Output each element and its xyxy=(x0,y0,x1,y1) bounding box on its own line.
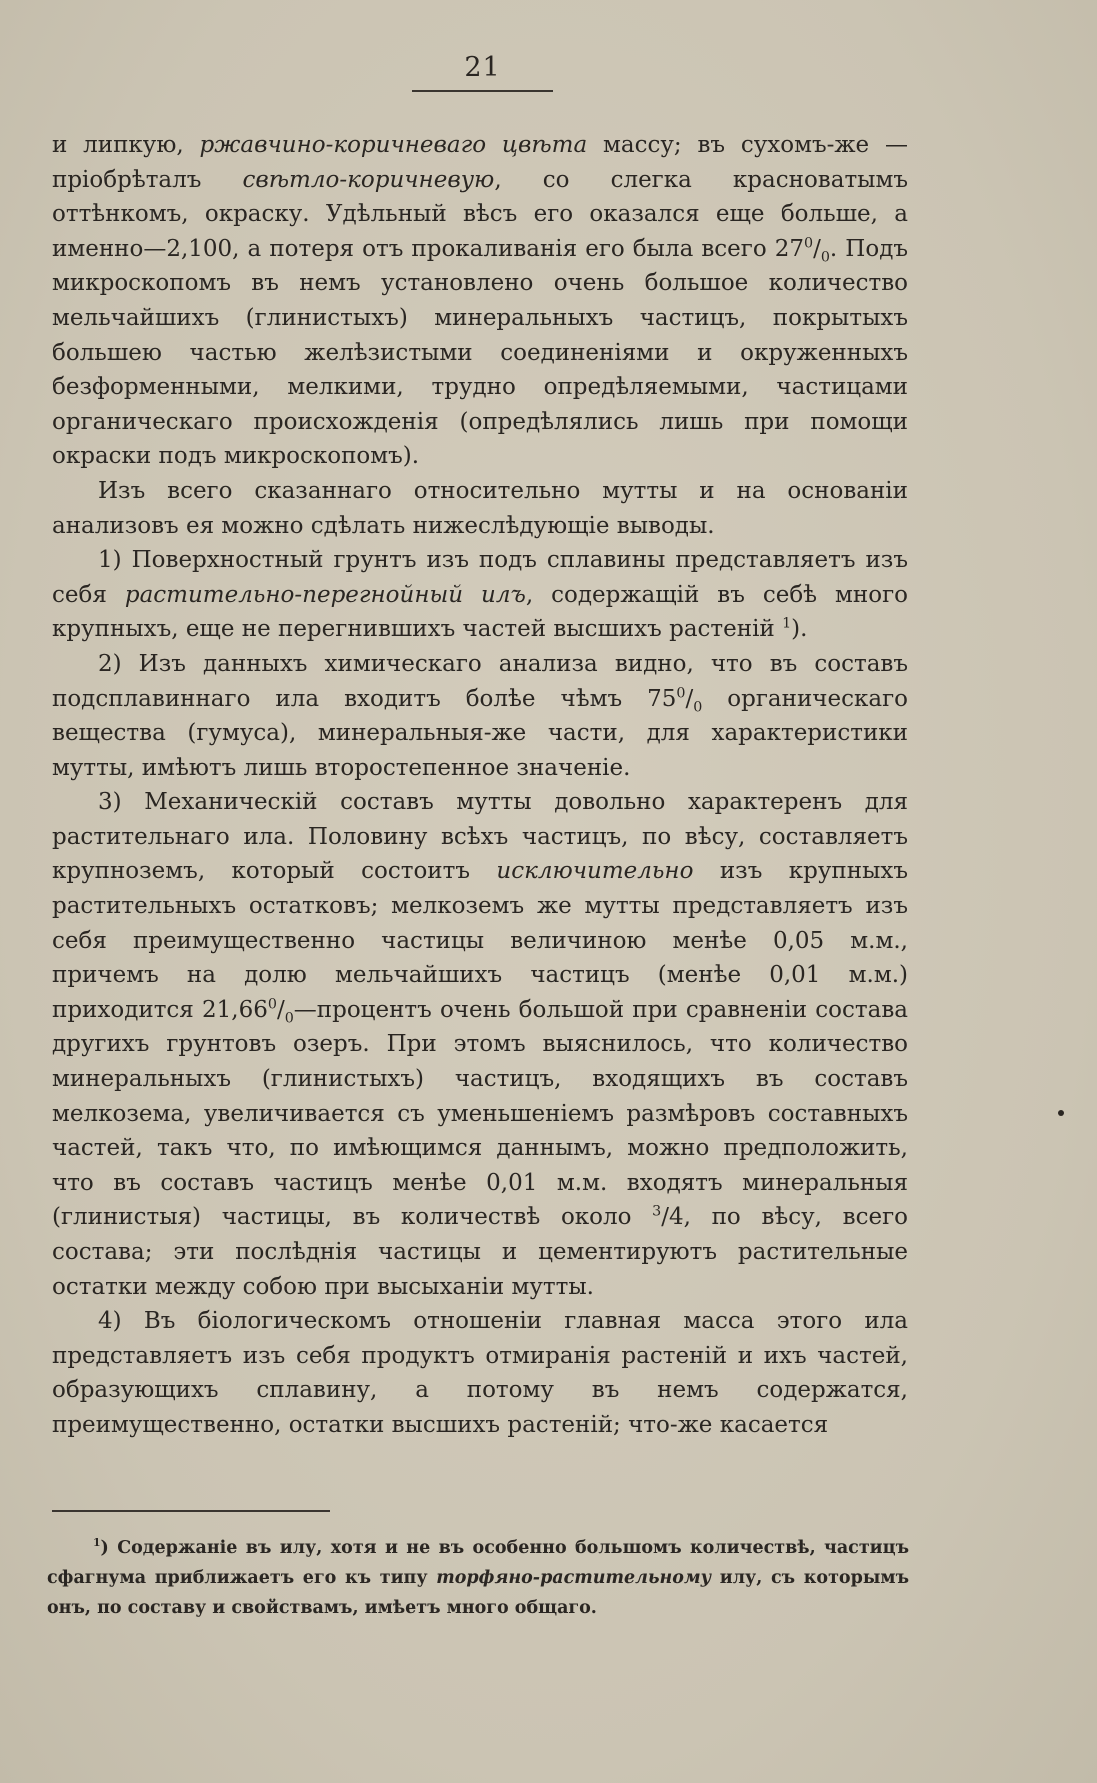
text-run: / xyxy=(685,685,694,712)
text-run: Изъ всего сказаннаго относительно мутты и на основаніи анализовъ ея можно сдѣлать нижеслѣдующіе выводы. xyxy=(52,477,908,539)
text-run: 2) Изъ данныхъ химическаго анализа видно, что въ составъ подсплавиннаго ила входитъ болѣе чѣмъ 75 xyxy=(52,650,908,712)
superscript: 0 xyxy=(267,996,277,1013)
text-run: . Подъ микроскопомъ въ немъ установлено очень большое количество мельчайшихъ (глинистыхъ) минеральныхъ частицъ, покрытыхъ большею частью желѣзистыми соединеніями и окруженныхъ безформенными, мелкими, трудно опредѣляемыми, частицами органическаго происхожденія (опредѣлялись лишь при помощи окраски подъ микроскопомъ). xyxy=(52,235,908,470)
paragraph xyxy=(52,543,908,647)
italic-text: торфяно-растительному xyxy=(436,1568,712,1588)
superscript: 3 xyxy=(652,1203,662,1220)
subscript: 0 xyxy=(820,249,830,266)
text-run: 1) Поверхностный грунтъ изъ подъ сплавины представляетъ изъ себя xyxy=(52,547,908,608)
text-run: и липкую, xyxy=(52,132,200,158)
footnote-rule xyxy=(52,1510,330,1512)
text-run: / xyxy=(813,235,821,262)
text-run: массу; въ сухомъ-же — пріобрѣталъ xyxy=(52,132,908,193)
footnote xyxy=(47,1533,909,1623)
text-run: —процентъ очень большой при сравненіи состава другихъ грунтовъ озеръ. При этомъ выяснилось, что количество минеральныхъ (глинистыхъ) частицъ, входящихъ въ составъ мелкозема, увеличивается съ уменьшеніемъ размѣровъ составныхъ частей, такъ что, по имѣющимся даннымъ, можно предположить, что въ составъ частицъ менѣе 0,01 м.м. входятъ минеральныя (глинистыя) частицы, въ количествѣ около xyxy=(52,996,908,1231)
italic-text: исключительно xyxy=(496,858,694,885)
superscript: 0 xyxy=(676,684,686,701)
text-run: органическаго вещества (гумуса), минеральныя-же части, для характеристики мутты, имѣютъ лишь второстепенное значеніе. xyxy=(52,685,908,781)
header-rule xyxy=(412,90,553,92)
superscript: 0 xyxy=(804,235,814,252)
text-run: ) Содержаніе въ илу, хотя и не въ особенно большомъ количествѣ, частицъ сфагнума приближаетъ его къ типу xyxy=(47,1538,909,1588)
text-run: , со слегка красноватымъ оттѣнкомъ, окраску. Удѣльный вѣсъ его оказался еще больше, а именно—2,100, а потеря отъ прокаливанія его была всего 27 xyxy=(52,166,909,262)
text-run: ). xyxy=(791,616,808,643)
text-run: , содержащій въ себѣ много крупныхъ, еще не перегнившихъ частей высшихъ растеній xyxy=(52,581,908,643)
italic-text: свѣтло-коричневую xyxy=(242,166,495,193)
text-run: /4, по вѣсу, всего состава; эти послѣднія частицы и цементируютъ растительные остатки между собою при высыханіи мутты. xyxy=(52,1204,908,1300)
superscript: 1 xyxy=(93,1536,101,1550)
paragraph xyxy=(52,474,908,543)
body-text xyxy=(52,128,908,1443)
subscript: 0 xyxy=(693,699,703,716)
italic-text: растительно-перегнойный илъ xyxy=(124,581,526,608)
paragraph xyxy=(52,647,908,785)
superscript: 1 xyxy=(782,615,792,632)
text-run: / xyxy=(276,996,285,1023)
paragraph xyxy=(52,785,908,1304)
print-speck xyxy=(1058,1110,1064,1116)
subscript: 0 xyxy=(284,1010,294,1027)
text-run: 3) Механическій составъ мутты довольно характеренъ для растительнаго ила. Половину всѣхъ частицъ, по вѣсу, составляетъ крупноземъ, который состоитъ xyxy=(52,789,908,885)
italic-text: ржавчино-коричневаго цвѣта xyxy=(199,132,588,158)
text-run: илу, съ которымъ онъ, по составу и свойствамъ, имѣетъ много общаго. xyxy=(47,1568,909,1618)
paragraph xyxy=(52,1304,908,1442)
paragraph xyxy=(52,128,908,474)
text-run: 4) Въ біологическомъ отношеніи главная масса этого ила представляетъ изъ себя продуктъ отмиранія растеній и ихъ частей, образующихъ сплавину, а потому въ немъ содержатся, преимущественно, остатки высшихъ растеній; что-же касается xyxy=(52,1308,908,1438)
page-number: 21 xyxy=(464,52,501,83)
text-run: изъ крупныхъ растительныхъ остатковъ; мелкоземъ же мутты представляетъ изъ себя преимущественно частицы величиною менѣе 0,05 м.м., причемъ на долю мельчайшихъ частицъ (менѣе 0,01 м.м.) приходится 21,66 xyxy=(52,858,908,1023)
